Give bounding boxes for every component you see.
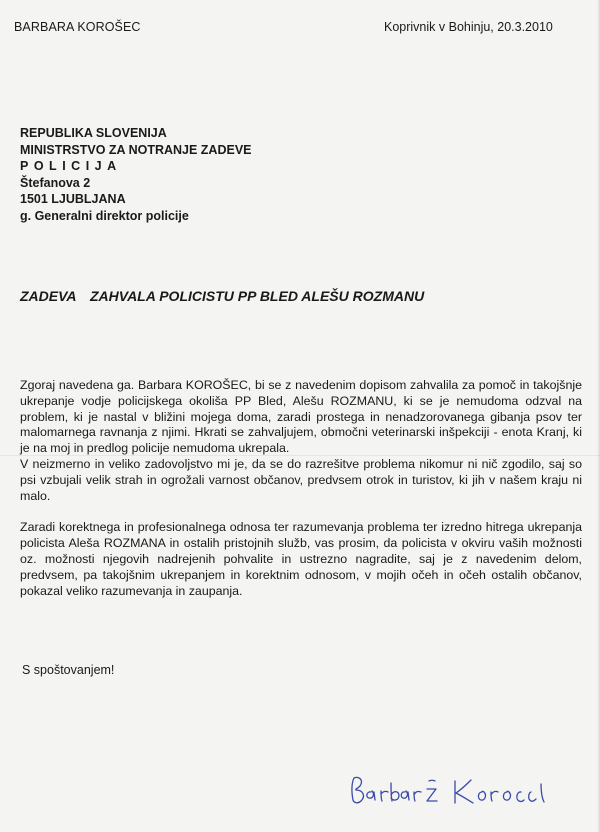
recipient-line-street: Štefanova 2 [20,175,91,190]
subject-text: ZAHVALA POLICISTU PP BLED ALEŠU ROZMANU [90,288,425,304]
body-paragraph-3: Zaradi korektnega in profesionalnega odnosa ter razumevanja problema ter izredno hitrega ukrepanja policista Aleša ROZMANA in ostalih pristojnih služb, vas prosim, da policista v okviru vaših možnosti oz. možnosti njegovih nadrejenih pohvalite in ustrezno nagradite, saj je z navedenim delom, predvsem, pa takojšnim ukrepanjem in korektnim odnosom, v mojih očeh in očeh ostalih občanov, pokazal veliko razumevanja in zaupanja. [20,520,582,598]
handwritten-signature [345,772,550,812]
recipient-line-city: 1501 LJUBLJANA [20,192,126,206]
recipient-line-country: REPUBLIKA SLOVENIJA [20,126,167,140]
place-and-date: Koprivnik v Bohinju, 20.3.2010 [384,20,553,34]
recipient-line-ministry: MINISTRSTVO ZA NOTRANJE ZADEVE [20,142,252,157]
recipient-address [20,125,252,224]
letter-body [20,378,582,599]
body-paragraph-2: V neizmerno in veliko zadovoljstvo mi je, da se do razrešitve problema nikomur ni nič zgodilo, saj so psi vzbujali velik strah in ogrožali varnost občanov, predvsem otrok in turistov, ki jih v našem kraju ni malo. [20,456,582,503]
recipient-line-police: POLICIJA [20,159,122,173]
subject-line [20,288,424,304]
recipient-line-addressee: g. Generalni direktor policije [20,208,189,223]
sender-name: BARBARA KOROŠEC [14,20,141,34]
closing-salutation: S spoštovanjem! [22,663,115,677]
body-paragraph-1: Zgoraj navedena ga. Barbara KOROŠEC, bi se z navedenim dopisom zahvalila za pomoč in takojšnje ukrepanje vodje policijskega okoliša PP Bled, Alešu ROZMANU, ki se je nemudoma odzval na problem, ki je nastal v bližini mojega doma, zaradi prostega in nenadzorovanega gibanja psov ter malomarnega ravnanja z njimi. Hkrati se zahvaljujem, območni veterinarski inšpekciji - enota Kranj, ki je na moj in predlog policije nemudoma ukrepala. [20,378,582,456]
subject-label: ZADEVA [20,288,77,304]
